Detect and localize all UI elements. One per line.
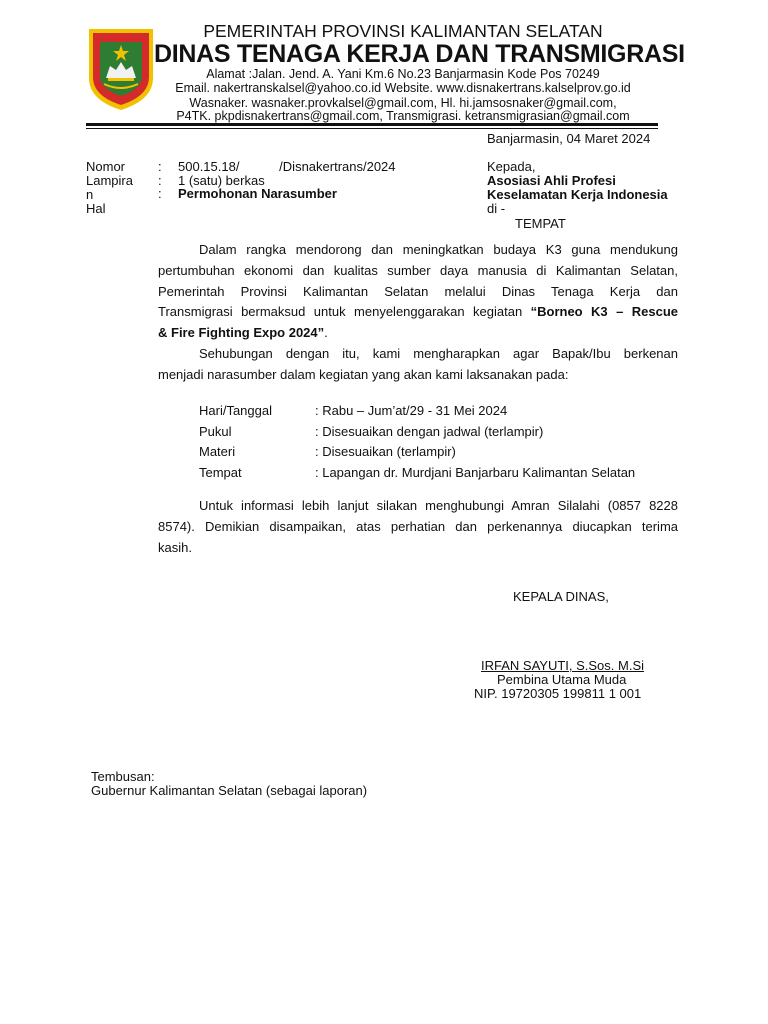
paragraph-line: Untuk informasi lebih lanjut silakan menghubungi Amran Silalahi (0857 8228 [199,498,678,513]
recipient-salutation: Kepada, [487,159,536,174]
detail-value: : Lapangan dr. Murdjani Banjarbaru Kalimantan Selatan [315,465,636,480]
hal-separator: : [158,186,162,201]
agency-contact-line: Wasnaker. wasnaker.provkalsel@gmail.com, Hl. hi.jamsosnaker@gmail.com, [189,96,617,110]
nomor-separator: : [158,159,162,174]
recipient-name: Keselamatan Kerja Indonesia [487,187,668,202]
detail-value: : Rabu – Jum’at/29 - 31 Mei 2024 [315,403,508,418]
provincial-emblem-icon [86,26,156,112]
hal-value: Permohonan Narasumber [178,186,337,201]
letterhead-divider-thin [86,128,658,129]
hal-label: Hal [86,201,106,216]
signatory-name: IRFAN SAYUTI, S.Sos. M.Si [481,658,645,673]
paragraph-line: Dalam rangka mendorong dan meningkatkan budaya K3 guna mendukung [199,242,678,257]
paragraph-request [158,344,678,386]
recipient-name: Asosiasi Ahli Profesi [487,173,616,188]
letterhead-divider [86,123,658,126]
detail-label: Materi [199,444,236,459]
paragraph-closing [158,496,678,558]
paragraph-line: Pemerintah Provinsi Kalimantan Selatan melalui Dinas Tenaga Kerja dan [158,283,678,299]
paragraph-intro [158,240,678,344]
detail-label: Hari/Tanggal [199,403,272,418]
recipient-at: di - [487,201,506,216]
recipient-place: TEMPAT [515,216,566,231]
paragraph-text: Transmigrasi bermaksud untuk menyelenggarakan kegiatan [158,304,531,320]
signatory-rank: Pembina Utama Muda [497,672,627,687]
signatory-title: KEPALA DINAS, [513,589,609,604]
detail-label: Pukul [199,424,232,439]
place-date: Banjarmasin, 04 Maret 2024 [487,131,651,146]
lampiran-separator: : [158,173,162,188]
paragraph-line: pertumbuhan ekonomi dan kualitas sumber daya manusia di Kalimantan Selatan, [158,262,678,278]
paragraph-line [158,323,678,344]
paragraph-line [158,302,678,323]
lampiran-value: 1 (satu) berkas [178,173,265,188]
paragraph-line: Sehubungan dengan itu, kami mengharapkan agar Bapak/Ibu berkenan [199,346,678,361]
paragraph-line: 8574). Demikian disampaikan, atas perhatian dan perkenannya diucapkan terima [158,518,678,534]
lampiran-label: Lampira [86,173,133,188]
nomor-label: Nomor [86,159,126,174]
detail-value: : Disesuaikan dengan jadwal (terlampir) [315,424,544,439]
paragraph-line: menjadi narasumber dalam kegiatan yang akan kami laksanakan pada: [158,366,569,382]
agency-contact-line: P4TK. pkpdisnakertrans@gmail.com, Transmigrasi. ketransmigrasian@gmail.com [176,109,630,123]
cc-label: Tembusan: [91,769,155,784]
agency-name: DINAS TENAGA KERJA DAN TRANSMIGRASI [154,40,685,68]
lampiran-label-wrap: n [86,187,94,202]
detail-label: Tempat [199,465,242,480]
agency-address: Alamat :Jalan. Jend. A. Yani Km.6 No.23 Banjarmasin Kode Pos 70249 [206,67,600,81]
event-name: “Borneo K3 – Rescue [530,304,678,320]
agency-contact-line: Email. nakertranskalsel@yahoo.co.id Website. www.disnakertrans.kalselprov.go.id [175,81,631,95]
government-name: PEMERINTAH PROVINSI KALIMANTAN SELATAN [203,21,603,41]
paragraph-line: kasih. [158,539,192,555]
detail-value: : Disesuaikan (terlampir) [315,444,456,459]
cc-item: Gubernur Kalimantan Selatan (sebagai laporan) [91,783,368,798]
event-name: & Fire Fighting Expo 2024” [158,325,325,341]
paragraph-text: . [324,325,328,341]
nomor-value: 500.15.18/ /Disnakertrans/2024 [178,159,396,174]
signatory-nip: NIP. 19720305 199811 1 001 [474,686,642,701]
